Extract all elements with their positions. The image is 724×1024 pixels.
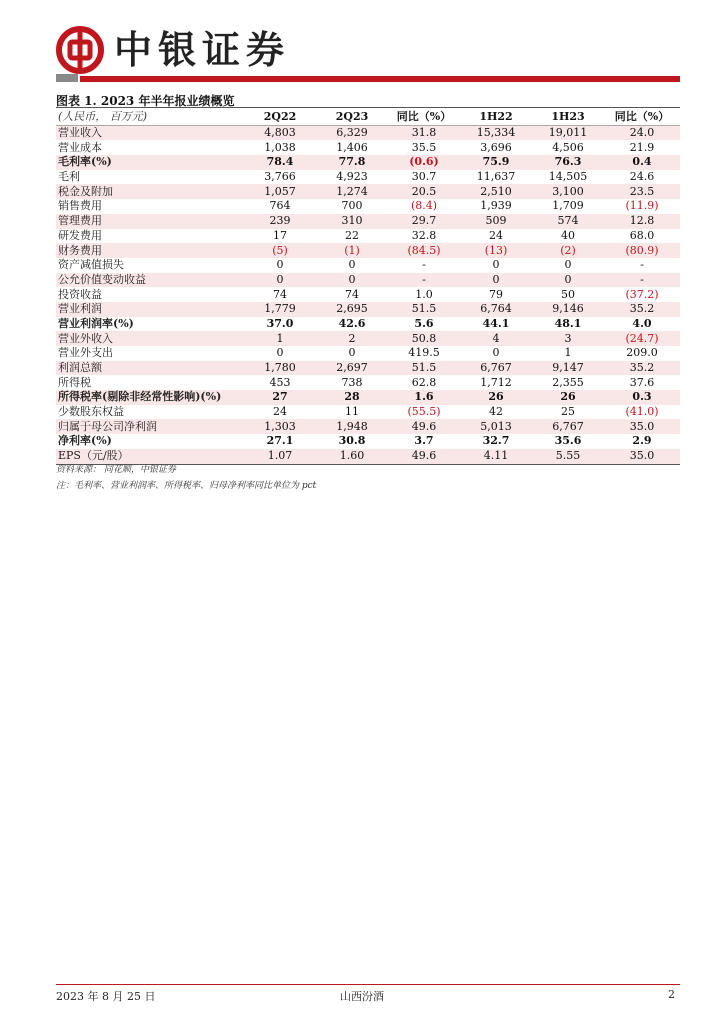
- table-cell: 3,766: [264, 170, 296, 184]
- table-cell: 4,506: [552, 140, 584, 154]
- table-cell: (2): [532, 243, 604, 258]
- table-cell: 40: [561, 228, 575, 242]
- table-row: [56, 302, 680, 317]
- table-cell: 44.1: [482, 316, 510, 330]
- row-label: 销售费用: [58, 199, 102, 213]
- unit-label: (人民币， 百万元): [56, 110, 244, 125]
- table-cell: 6,767: [460, 361, 532, 376]
- table-row: [56, 317, 680, 332]
- table-cell: 26: [460, 390, 532, 405]
- table-cell: 0: [348, 346, 356, 360]
- table-cell: 1.6: [388, 390, 460, 405]
- header-red-bar: [80, 76, 680, 82]
- table-cell: (84.5): [388, 243, 460, 258]
- table-cell: 35.0: [604, 449, 680, 464]
- table-cell: 14,505: [548, 170, 588, 184]
- table-cell: 453: [269, 375, 291, 389]
- table-cell: 25: [561, 405, 575, 419]
- table-row: [56, 331, 680, 346]
- table-row: [56, 346, 680, 361]
- table-cell: 28: [316, 390, 388, 405]
- table-cell: -: [388, 273, 460, 288]
- row-label: 税金及附加: [56, 184, 244, 199]
- table-cell: 738: [341, 375, 363, 389]
- table-cell: 700: [341, 199, 363, 213]
- row-label: 研发费用: [58, 228, 102, 242]
- table-cell: 419.5: [408, 346, 440, 360]
- figure-title: 图表 1. 2023 年半年报业绩概览: [56, 94, 235, 108]
- table-row: [56, 214, 680, 229]
- table-cell: 78.4: [244, 155, 316, 170]
- table-cell: 1,303: [244, 419, 316, 434]
- column-header: 同比（%）: [388, 110, 460, 125]
- table-cell: 310: [316, 214, 388, 229]
- table-cell: 2,695: [316, 302, 388, 317]
- table-cell: 15,334: [460, 125, 532, 140]
- table-cell: 27: [244, 390, 316, 405]
- table-cell: 1,779: [244, 302, 316, 317]
- table-cell: 17: [273, 228, 287, 242]
- table-cell: 2,697: [316, 361, 388, 376]
- table-cell: (55.5): [407, 405, 441, 419]
- table-cell: 51.5: [388, 361, 460, 376]
- table-cell: 27.1: [266, 434, 294, 448]
- row-label: 毛利率(%): [56, 155, 244, 170]
- table-cell: 6,764: [460, 302, 532, 317]
- table-row: [56, 140, 680, 155]
- table-cell: 30.7: [411, 170, 437, 184]
- table-cell: 50.8: [388, 331, 460, 346]
- table-row: [56, 434, 680, 449]
- table-cell: 62.8: [411, 375, 437, 389]
- row-label: 营业外支出: [58, 346, 113, 360]
- table-cell: 764: [269, 199, 291, 213]
- row-label: 毛利: [58, 170, 80, 184]
- table-row: [56, 287, 680, 302]
- table-cell: 0.4: [604, 155, 680, 170]
- table-cell: 209.0: [626, 346, 658, 360]
- table-cell: 0: [492, 258, 500, 272]
- table-cell: 29.7: [388, 214, 460, 229]
- table-cell: (0.6): [388, 155, 460, 170]
- bank-of-china-logo-icon: [56, 26, 104, 74]
- table-cell: 37.6: [629, 375, 655, 389]
- table-row: [56, 419, 680, 434]
- table-cell: 3.7: [414, 434, 434, 448]
- table-cell: 574: [532, 214, 604, 229]
- table-cell: (41.0): [625, 405, 659, 419]
- table-cell: 51.5: [388, 302, 460, 317]
- column-header: 2Q23: [316, 110, 388, 125]
- table-cell: 32.7: [482, 434, 510, 448]
- table-cell: 11: [345, 405, 359, 419]
- table-cell: 4,923: [336, 170, 368, 184]
- table-cell: 35.6: [554, 434, 582, 448]
- table-row: [56, 258, 680, 273]
- footer-divider: [56, 984, 680, 985]
- table-cell: 0.3: [604, 390, 680, 405]
- row-label: 利润总额: [56, 361, 244, 376]
- title-divider: [56, 107, 680, 108]
- header-gray-bar: [56, 74, 78, 82]
- table-cell: 32.8: [411, 228, 437, 242]
- table-cell: 19,011: [532, 125, 604, 140]
- table-cell: (8.4): [410, 199, 438, 213]
- table-cell: 35.5: [411, 140, 437, 154]
- table-row: [56, 184, 680, 199]
- table-cell: 68.0: [629, 228, 655, 242]
- table-cell: 2: [316, 331, 388, 346]
- column-header: 2Q22: [244, 110, 316, 125]
- table-cell: 0: [460, 273, 532, 288]
- table-cell: 9,146: [532, 302, 604, 317]
- table-cell: 77.8: [316, 155, 388, 170]
- table-cell: 1,057: [244, 184, 316, 199]
- table-cell: (13): [460, 243, 532, 258]
- brand-name: 中银证券: [114, 28, 291, 72]
- table-cell: 35.0: [604, 419, 680, 434]
- table-cell: 0: [316, 273, 388, 288]
- table-row: [56, 405, 680, 420]
- row-label: 管理费用: [56, 214, 244, 229]
- table-cell: 24: [489, 228, 503, 242]
- table-cell: 4.11: [460, 449, 532, 464]
- table-cell: 49.6: [388, 449, 460, 464]
- table-cell: 0: [532, 273, 604, 288]
- footer-company: 山西汾酒: [340, 990, 384, 1003]
- table-cell: (5): [244, 243, 316, 258]
- table-cell: 31.8: [388, 125, 460, 140]
- table-cell: 4,803: [244, 125, 316, 140]
- column-header: 1H22: [460, 110, 532, 125]
- table-cell: 0: [564, 258, 572, 272]
- table-row: [56, 273, 680, 288]
- footer-date: 2023 年 8 月 25 日: [56, 990, 156, 1003]
- table-cell: 21.9: [629, 140, 655, 154]
- table-cell: 1,948: [316, 419, 388, 434]
- table-cell: 12.8: [604, 214, 680, 229]
- table-cell: 1: [244, 331, 316, 346]
- table-cell: 0: [276, 346, 284, 360]
- table-body: [56, 125, 680, 464]
- table-cell: 1,709: [552, 199, 584, 213]
- table-cell: 22: [345, 228, 359, 242]
- table-row: [56, 243, 680, 258]
- table-cell: 2,355: [552, 375, 584, 389]
- table-cell: 2,510: [460, 184, 532, 199]
- table-cell: 23.5: [604, 184, 680, 199]
- row-label: 营业利润率(%): [58, 316, 134, 330]
- table-cell: (11.9): [625, 199, 659, 213]
- table-cell: 3: [532, 331, 604, 346]
- table-cell: 30.8: [338, 434, 366, 448]
- table-cell: 35.2: [604, 302, 680, 317]
- table-row: [56, 155, 680, 170]
- table-cell: 1.60: [316, 449, 388, 464]
- table-cell: 24: [273, 405, 287, 419]
- table-cell: 24.0: [604, 125, 680, 140]
- table-cell: 1,406: [336, 140, 368, 154]
- table-cell: 0: [348, 258, 356, 272]
- table-cell: -: [422, 258, 426, 272]
- column-header: 1H23: [532, 110, 604, 125]
- column-header: 同比（%）: [604, 110, 680, 125]
- table-cell: (37.2): [625, 287, 659, 301]
- table-cell: -: [640, 258, 644, 272]
- table-row: [56, 199, 680, 214]
- table-cell: 79: [489, 287, 503, 301]
- table-cell: 4: [460, 331, 532, 346]
- table-cell: 0: [492, 346, 500, 360]
- table-cell: (1): [316, 243, 388, 258]
- table-cell: 11,637: [476, 170, 516, 184]
- table-row: [56, 125, 680, 140]
- table-cell: 3,696: [480, 140, 512, 154]
- table-cell: 1,038: [264, 140, 296, 154]
- source-note: 资料来源： 同花顺，中银证券: [56, 465, 176, 475]
- table-row: [56, 170, 680, 185]
- table-cell: 1.07: [244, 449, 316, 464]
- row-label: 营业外收入: [56, 331, 244, 346]
- table-header-row: [56, 110, 680, 125]
- table-cell: 1,939: [480, 199, 512, 213]
- remark-note: 注：毛利率、营业利润率、所得税率、归母净利率同比单位为 pct: [56, 481, 317, 491]
- table-cell: 37.0: [266, 316, 294, 330]
- row-label: 营业收入: [56, 125, 244, 140]
- table-cell: 35.2: [604, 361, 680, 376]
- row-label: 归属于母公司净利润: [56, 419, 244, 434]
- table-cell: 26: [532, 390, 604, 405]
- row-label: 财务费用: [56, 243, 244, 258]
- table-row: [56, 375, 680, 390]
- financial-summary-table: [56, 110, 680, 465]
- row-label: 投资收益: [58, 287, 102, 301]
- table-cell: 74: [345, 287, 359, 301]
- table-cell: 6,767: [532, 419, 604, 434]
- table-cell: 5.6: [414, 316, 434, 330]
- table-cell: 3,100: [532, 184, 604, 199]
- table-cell: 1.0: [415, 287, 433, 301]
- row-label: 资产减值损失: [58, 258, 124, 272]
- table-cell: 4.0: [632, 316, 652, 330]
- table-cell: 49.6: [388, 419, 460, 434]
- table-cell: (80.9): [604, 243, 680, 258]
- table-cell: 42: [489, 405, 503, 419]
- table-cell: 50: [561, 287, 575, 301]
- table-cell: 9,147: [532, 361, 604, 376]
- table-cell: 76.3: [532, 155, 604, 170]
- table-row: [56, 229, 680, 244]
- table-cell: 0: [276, 258, 284, 272]
- report-header: [56, 20, 680, 82]
- table-cell: 2.9: [632, 434, 652, 448]
- table-cell: 48.1: [554, 316, 582, 330]
- table-cell: (24.7): [604, 331, 680, 346]
- table-cell: 5.55: [532, 449, 604, 464]
- table-row: [56, 390, 680, 405]
- page-number: 2: [668, 988, 675, 1001]
- table-cell: 509: [460, 214, 532, 229]
- table-cell: 6,329: [316, 125, 388, 140]
- table-cell: 74: [273, 287, 287, 301]
- table-cell: 42.6: [338, 316, 366, 330]
- row-label: 少数股东权益: [58, 405, 124, 419]
- table-cell: 20.5: [388, 184, 460, 199]
- table-cell: 0: [244, 273, 316, 288]
- row-label: 公允价值变动收益: [56, 273, 244, 288]
- table-cell: 24.6: [629, 170, 655, 184]
- row-label: 营业利润: [56, 302, 244, 317]
- table-cell: 239: [244, 214, 316, 229]
- row-label: 所得税率(剔除非经常性影响)(%): [56, 390, 244, 405]
- table-cell: 5,013: [460, 419, 532, 434]
- row-label: 净利率(%): [58, 434, 112, 448]
- table-row: [56, 361, 680, 376]
- table-cell: -: [604, 273, 680, 288]
- row-label: 所得税: [58, 375, 91, 389]
- table-cell: 1,780: [244, 361, 316, 376]
- table-cell: 1,712: [480, 375, 512, 389]
- row-label: EPS（元/股）: [56, 449, 244, 464]
- table-cell: 1,274: [316, 184, 388, 199]
- row-label: 营业成本: [58, 140, 102, 154]
- table-cell: 1: [564, 346, 572, 360]
- table-cell: 75.9: [460, 155, 532, 170]
